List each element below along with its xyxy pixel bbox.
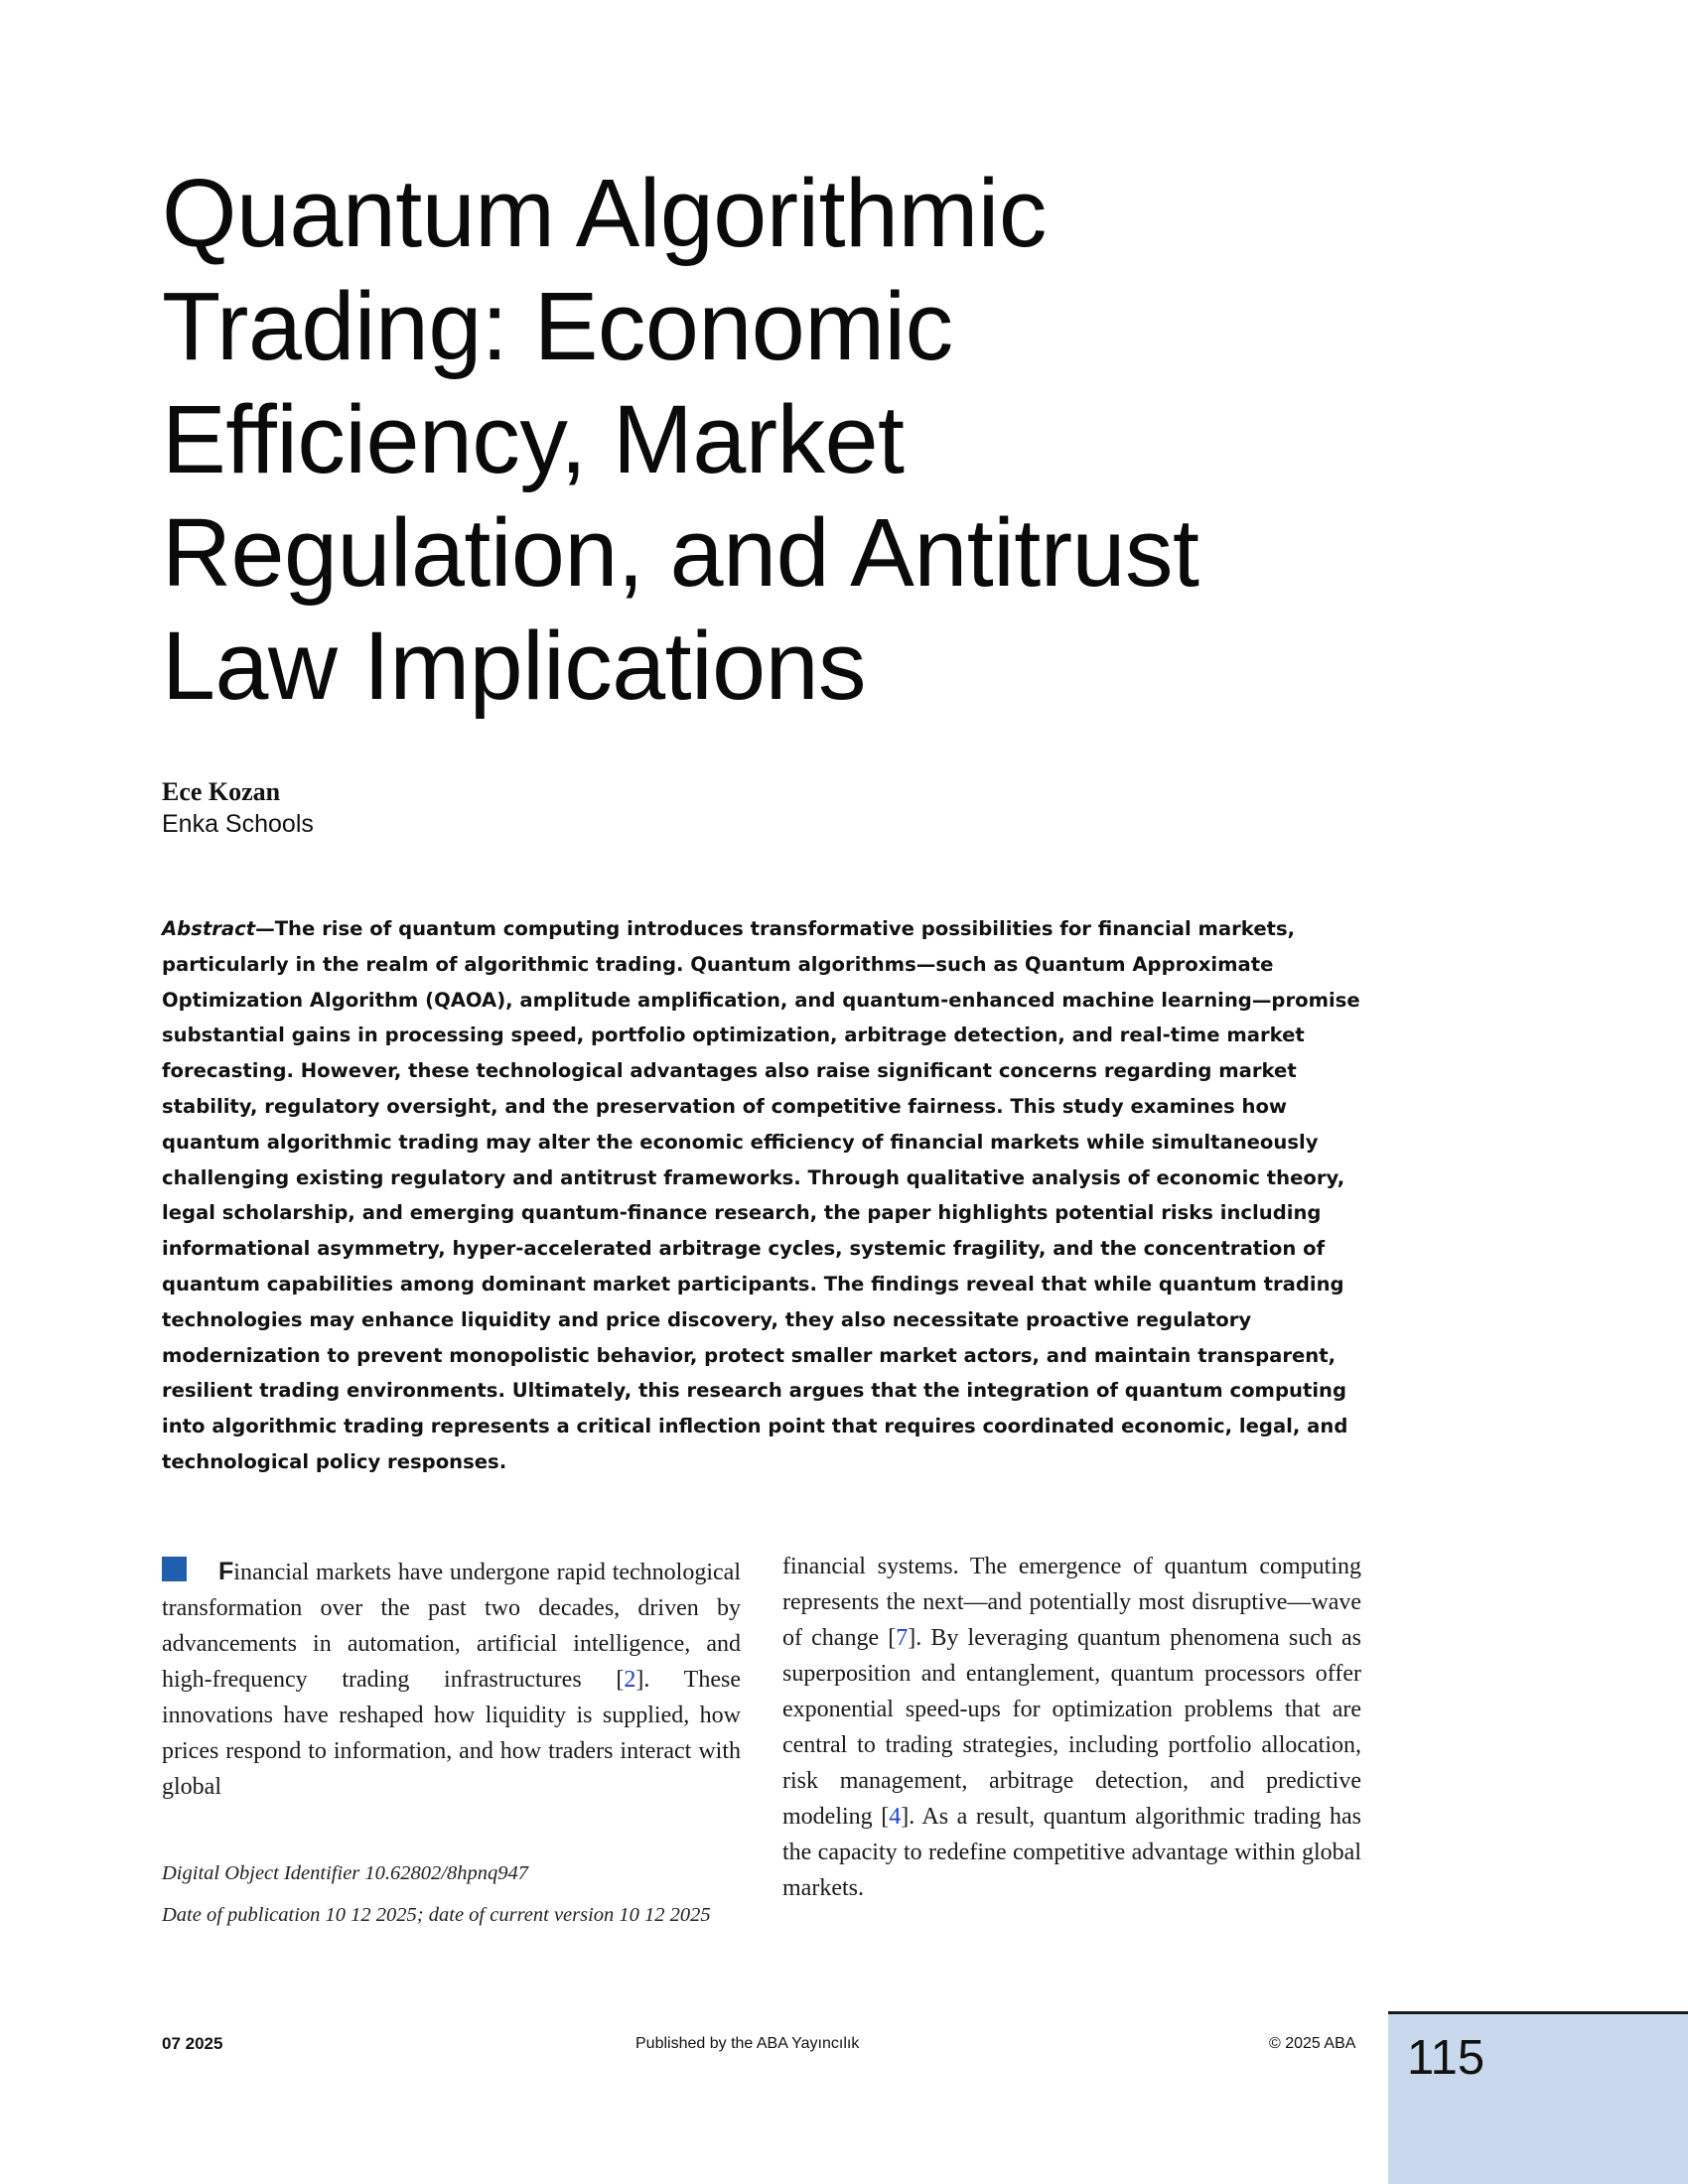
- body-text: ]. As a result, quantum algorithmic trading has the capacity to redefine competitive advantage within global markets.: [782, 1804, 1361, 1901]
- footer-publisher: Published by the ABA Yayıncılık: [635, 2035, 860, 2052]
- body-text: ]. By leveraging quantum phenomena such as superposition and entanglement, quantum processors offer exponential speed-ups for optimization problems that are central to trading strategies, including portfolio allocation, risk management, arbitrage detection, and predictive modeling [: [782, 1625, 1361, 1830]
- abstract: [162, 911, 1363, 1480]
- body-text: financial systems. The emergence of quantum computing represents the next—and potentially most disruptive—wave of change [: [782, 1554, 1361, 1651]
- footer-issue: 07 2025: [162, 2034, 223, 2053]
- page-number-box: [1388, 2011, 1688, 2184]
- body-column-right: [782, 1549, 1361, 1906]
- publication-metadata: [162, 1852, 741, 1936]
- paper-title: Quantum Algorithmic Trading: Economic Efficiency, Market Regulation, and Antitrust Law Implications: [162, 159, 1199, 720]
- doi-line: Digital Object Identifier 10.62802/8hpnq947: [162, 1862, 528, 1884]
- publication-dates: Date of publication 10 12 2025; date of current version 10 12 2025: [162, 1904, 711, 1926]
- reference-link[interactable]: 2: [624, 1667, 636, 1693]
- dropcap-letter: F: [218, 1558, 234, 1585]
- abstract-text: —The rise of quantum computing introduces transformative possibilities for financial markets, particularly in the realm of algorithmic trading. Quantum algorithms—such as Quantum Approximate Optimization Algorithm (QAOA), amplitude amplification, and quantum-enhanced machine learning—promise substantial gains in processing speed, portfolio optimization, arbitrage detection, and real-time market forecasting. However, these technological advantages also raise significant concerns regarding market stability, regulatory oversight, and the preservation of competitive fairness. This study examines how quantum algorithmic trading may alter the economic efficiency of financial markets while simultaneously challenging existing regulatory and antitrust frameworks. Through qualitative analysis of economic theory, legal scholarship, and emerging quantum-finance research, the paper highlights potential risks including informational asymmetry, hyper-accelerated arbitrage cycles, systemic fragility, and the concentration of quantum capabilities among dominant market participants. The findings reveal that while quantum trading technologies may enhance liquidity and price discovery, they also necessitate proactive regulatory modernization to prevent monopolistic behavior, protect smaller market actors, and maintain transparent, resilient trading environments. Ultimately, this research argues that the integration of quantum computing into algorithmic trading represents a critical inflection point that requires coordinated economic, legal, and technological policy responses.: [162, 917, 1360, 1473]
- reference-link[interactable]: 7: [896, 1625, 909, 1651]
- reference-link[interactable]: 4: [889, 1804, 902, 1830]
- intro-paragraph-1: [162, 1554, 741, 1805]
- section-marker-square: [162, 1557, 187, 1581]
- body-text: inancial markets have undergone rapid technological transformation over the past two decades, driven by advancements in automation, artificial intelligence, and high-frequency trading infrastructures [: [162, 1560, 741, 1693]
- author-affiliation: Enka Schools: [162, 810, 314, 838]
- body-column-left: [162, 1554, 741, 1805]
- author-name: Ece Kozan: [162, 777, 281, 806]
- abstract-label: Abstract: [162, 917, 256, 940]
- body-text: ]. These innovations have reshaped how liquidity is supplied, how prices respond to information, and how traders interact with global: [162, 1667, 741, 1800]
- footer-copyright: © 2025 ABA: [1269, 2035, 1356, 2052]
- intro-paragraph-1-continued: [782, 1549, 1361, 1906]
- page-number: 115: [1407, 2031, 1485, 2085]
